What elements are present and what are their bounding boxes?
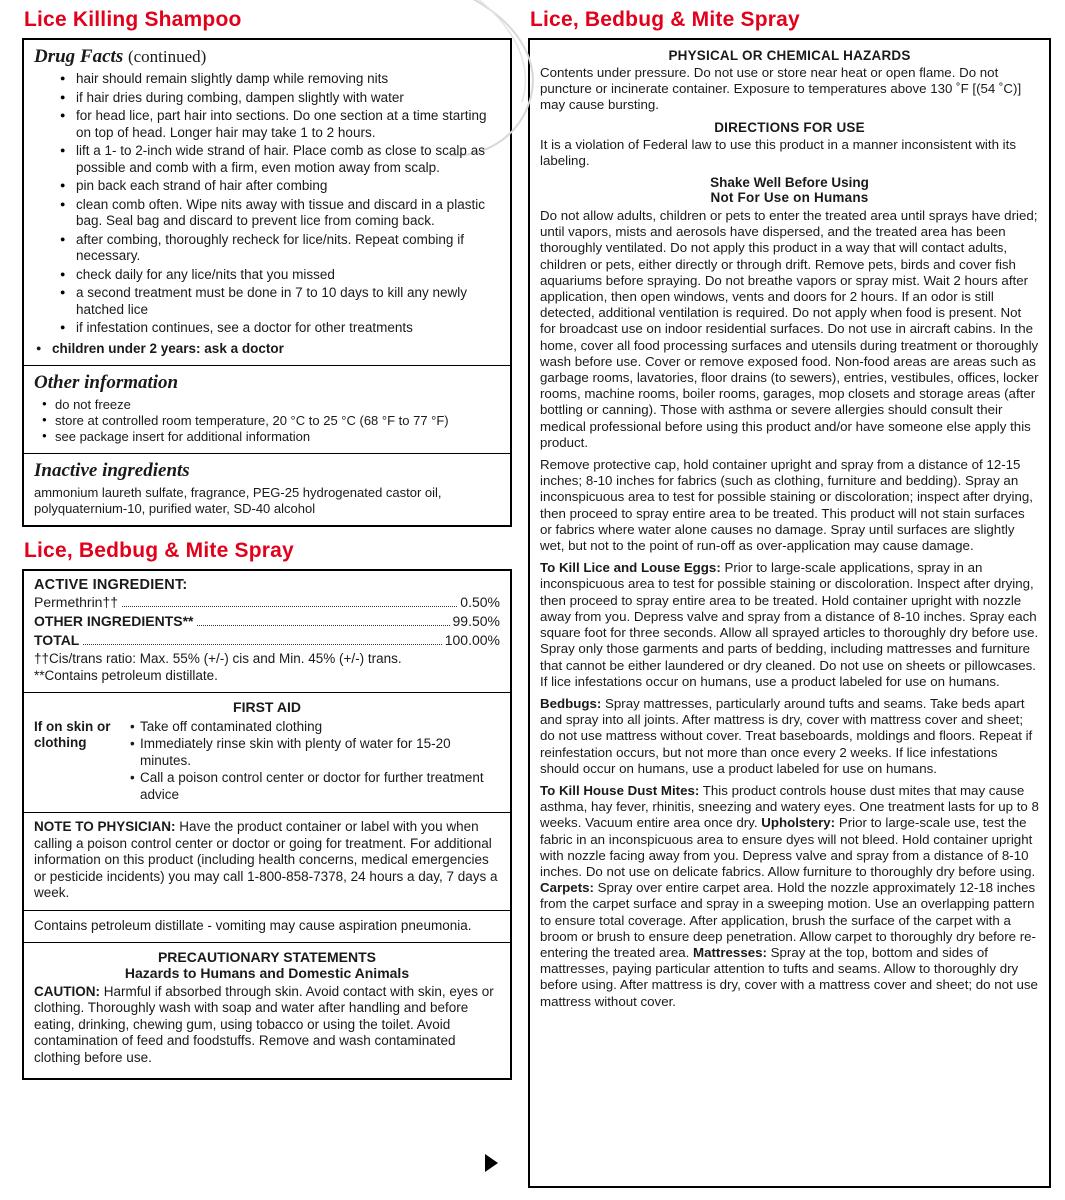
spray-title-right: Lice, Bedbug & Mite Spray — [530, 8, 800, 31]
note-to-physician-label: NOTE TO PHYSICIAN: — [34, 819, 176, 834]
list-item: ● see package insert for additional information — [42, 429, 500, 444]
list-item: ● do not freeze — [42, 397, 500, 412]
section-body: Prior to large-scale use, test the fabric in an inconspicuous area to ensure dyes will not bleed. Hold container upright with nozzle facing away from you. Depress valve and spray from a distance of 8-10 inches. Do not use on delicate fabrics. Allow furniture to thoroughly dry before using. — [540, 815, 1036, 879]
note-to-physician-body: Have the product container or label with you when calling a poison control center or doctor or going for treatment. For additional information on this product (including health concerns, medical emergencies or pesticide incidents) you may call 1-800-858-7378, 24 hours a day, 7 days a week. — [34, 819, 498, 900]
section-body: Spray mattresses, particularly around tufts and seams. Take beds apart and spray into all joints. After mattress is dry, cover with mattress cover and sheet; do not use mattress without cover. Treat baseboards, moldings and floors. Repeat if reinfestation occurs, but not more than once every 2 weeks. If lice infestations should occur on humans, use a product labeled for use on humans. — [540, 695, 1033, 776]
ingredient-value: 0.50% — [460, 593, 500, 610]
caution-label: CAUTION: — [34, 983, 100, 999]
ingredient-name: TOTAL — [34, 631, 80, 648]
precautionary-heading: PRECAUTIONARY STATEMENTS — [157, 948, 377, 965]
ingredient-value: 99.50% — [452, 612, 500, 629]
section-body: Spray at the top, bottom and sides of mattresses, paying particular attention to tufts and seams. Allow to thoroughly dry before using. After mattress is dry, cover with a mattress cover and sheet; do not use mattress without cover. — [540, 944, 1038, 1009]
drug-facts-bullet-list — [34, 71, 500, 337]
dust-mites-and-more-section — [540, 783, 1039, 1010]
children-under-2-note: ● children under 2 years: ask a doctor — [36, 341, 500, 357]
list-item: ● a second treatment must be done in 7 to 10 days to kill any newly hatched lice — [60, 285, 500, 318]
note-to-physician-text — [34, 819, 500, 902]
list-item: ● pin back each strand of hair after combing — [60, 178, 500, 195]
active-ingredient-row — [34, 631, 500, 650]
list-item: ● check daily for any lice/nits that you missed — [60, 267, 500, 284]
continuation-arrow-icon — [485, 1154, 498, 1172]
dot-leader — [197, 617, 449, 626]
drug-facts-section — [24, 40, 510, 366]
spray-title-left: Lice, Bedbug & Mite Spray — [24, 538, 294, 562]
list-item: ● lift a 1- to 2-inch wide strand of hair. Place comb as close to scalp as possible and comb with a firm, even motion away from scalp. — [60, 143, 500, 176]
active-ingredient-row — [34, 612, 500, 631]
drug-facts-heading — [34, 46, 500, 68]
distillate-warning-section — [24, 911, 510, 943]
section-body: This product controls house dust mites that may cause asthma, hay fever, rhinitis, sneezing and watery eyes. One treatment lasts for up to 8 weeks. Vacuum entire area once dry. — [540, 782, 1039, 831]
first-aid-items — [130, 719, 500, 805]
list-item: ● clean comb often. Wipe nits away with tissue and discard in a plastic bag. Seal bag and discard to prevent lice from coming back. — [60, 197, 500, 230]
petroleum-distillate-note: **Contains petroleum distillate. — [34, 667, 218, 683]
directions-paragraph: Do not allow adults, children or pets to enter the treated area until sprays have dried; until vapors, mists and aerosols have dispersed, and the treated area has been thoroughly ventilated. Do not apply this product in a way that will contact adults, children or pets, either directly or through drift. Remove pets, birds and cover fish aquariums before spraying. Do not breathe vapors or spray mist. Wait 2 hours after application, then open windows, vents and doors for 2 hours. If an odor is still detected, additional ventilation is required. Do not apply when food is present. Not for broadcast use on indoor residential surfaces. Do not use in aircraft cabins. In the home, cover all food processing surfaces and utensils during treatment or thoroughly wash before use. Cover or remove exposed food. Non-food areas are areas such as garbage rooms, lavatories, floor drains (to sewers), entries, vestibules, offices, locker rooms, machine rooms, boiler rooms, garages, mop closets and storage areas (after bottling or canning). Those with asthma or severe allergies should consult their medical professional before using this product and/or have someone else apply this product. — [540, 208, 1039, 450]
inactive-ingredients-section — [24, 454, 510, 525]
other-information-heading: Other information — [34, 371, 179, 393]
drug-facts-heading-continued: (continued) — [127, 47, 207, 66]
caution-body: Harmful if absorbed through skin. Avoid contact with skin, eyes or clothing. Thoroughly wash with soap and water after handling and before eating, drinking, chewing gum, using tobacco or using the toilet. Avoid contamination of feed and foodstuffs. Remove and wash contaminated clothing before use. — [34, 983, 494, 1065]
drug-facts-box — [22, 38, 512, 527]
precautionary-statements-section — [24, 943, 510, 1079]
list-item: ● if infestation continues, see a doctor for other treatments — [60, 320, 500, 337]
list-item: • Immediately rinse skin with plenty of water for 15-20 minutes. — [130, 736, 500, 769]
list-item: • Call a poison control center or doctor for further treatment advice — [130, 770, 500, 803]
directions-for-use-text: It is a violation of Federal law to use this product in a manner inconsistent with its labeling. — [540, 136, 1016, 168]
drug-facts-heading-text: Drug Facts — [34, 46, 124, 67]
shampoo-title: Lice Killing Shampoo — [24, 8, 242, 31]
first-aid-label: If on skin or clothing — [34, 718, 111, 750]
section-label: Bedbugs: — [540, 695, 602, 711]
ingredient-name: OTHER INGREDIENTS** — [34, 612, 194, 629]
distillate-warning-text: Contains petroleum distillate - vomiting may cause aspiration pneumonia. — [34, 917, 472, 933]
inactive-ingredients-heading: Inactive ingredients — [34, 459, 190, 481]
inactive-ingredients-text: ammonium laureth sulfate, fragrance, PEG-25 hydrogenated castor oil, polyquaternium-10, purified water, SD-40 alcohol — [34, 484, 442, 516]
list-item: ● after combing, thoroughly recheck for lice/nits. Repeat combing if necessary. — [60, 232, 500, 265]
note-to-physician-section — [24, 813, 510, 911]
bedbugs-section — [540, 696, 1039, 777]
not-for-humans-line: Not For Use on Humans — [710, 190, 869, 206]
section-body: Prior to large-scale applications, spray in an inconspicuous area to test for possible staining or discoloration. Inspect after drying, then proceed to spray entire area to be treated. Hold container upright with nozzle away from you. Depress valve and spray from a distance of 8-10 inches. Spray each square foot for three seconds. Allow all sprayed articles to thoroughly dry before use. Spray only those garments and parts of bedding, including mattresses and furniture that cannot be either laundered or dry cleaned. Do not use on sheets or pillowcases. If lice infestations occur on humans, use a product labeled for use on humans. — [540, 560, 1039, 689]
list-item: ● if hair dries during combing, dampen slightly with water — [60, 90, 500, 107]
dot-leader — [83, 636, 441, 645]
list-item: ● store at controlled room temperature, 20 °C to 25 °C (68 °F to 77 °F) — [42, 413, 500, 428]
spray-directions-box — [528, 38, 1051, 1188]
directions-for-use-heading: DIRECTIONS FOR USE — [714, 119, 865, 135]
physical-chemical-hazards-heading: PHYSICAL OR CHEMICAL HAZARDS — [668, 48, 911, 63]
list-item: ● hair should remain slightly damp while removing nits — [60, 71, 500, 88]
shake-well-line: Shake Well Before Using — [710, 175, 869, 191]
other-information-list — [34, 397, 500, 444]
section-label: To Kill House Dust Mites: — [540, 782, 700, 798]
directions-paragraph: Remove protective cap, hold container upright and spray from a distance of 12-15 inches; 8-10 inches for fabrics (such as clothing, furniture and bedding). Spray an inconspicuous area to test for possible staining or discoloration; inspect after drying, then proceed to spray entire area to be treated. This product will not stain surfaces or fabrics where water alone causes no damage. Spray until surfaces are slightly wet, but not to the point of run-off as over-application may cause damage. — [540, 457, 1033, 554]
list-item: • Take off contaminated clothing — [130, 719, 500, 736]
section-label: To Kill Lice and Louse Eggs: — [540, 560, 721, 576]
section-label: Carpets: — [540, 880, 594, 896]
spray-info-box — [22, 569, 512, 1081]
first-aid-section — [24, 693, 510, 814]
cis-trans-note: ††Cis/trans ratio: Max. 55% (+/-) cis and Min. 45% (+/-) trans. — [34, 650, 402, 666]
section-label: Mattresses: — [693, 944, 767, 960]
dot-leader — [122, 598, 457, 607]
left-column — [0, 0, 520, 1200]
ingredient-name: Permethrin†† — [34, 593, 119, 610]
lice-and-louse-eggs-section — [540, 560, 1039, 690]
active-ingredient-section — [24, 571, 510, 693]
right-column — [520, 0, 1065, 1200]
first-aid-heading: FIRST AID — [233, 698, 301, 715]
active-ingredient-row — [34, 593, 500, 612]
other-information-section — [24, 366, 510, 454]
list-item: ● for head lice, part hair into sections. Do one section at a time starting on top of head. Longer hair may take 1 to 2 hours. — [60, 108, 500, 141]
section-label: Upholstery: — [761, 815, 836, 831]
ingredient-value: 100.00% — [444, 631, 500, 648]
active-ingredient-heading: ACTIVE INGREDIENT: — [34, 576, 188, 593]
caution-text — [34, 984, 500, 1067]
first-aid-grid — [34, 719, 500, 805]
section-body: Spray over entire carpet area. Hold the nozzle approximately 12-18 inches from the carpet surface and spray in a sweeping motion. Use an overlapping pattern to ensure total coverage. After application, brush the surface of the carpet with a broom or brush to ensure deep penetration. Allow carpet to thoroughly dry before re-entering the treated area. — [540, 880, 1036, 960]
hazards-heading: Hazards to Humans and Domestic Animals — [124, 964, 410, 981]
physical-chemical-hazards-text: Contents under pressure. Do not use or store near heat or open flame. Do not puncture or incinerate container. Exposure to temperatures above 130 ˚F [(54 ˚C)] may cause bursting. — [540, 65, 1022, 113]
